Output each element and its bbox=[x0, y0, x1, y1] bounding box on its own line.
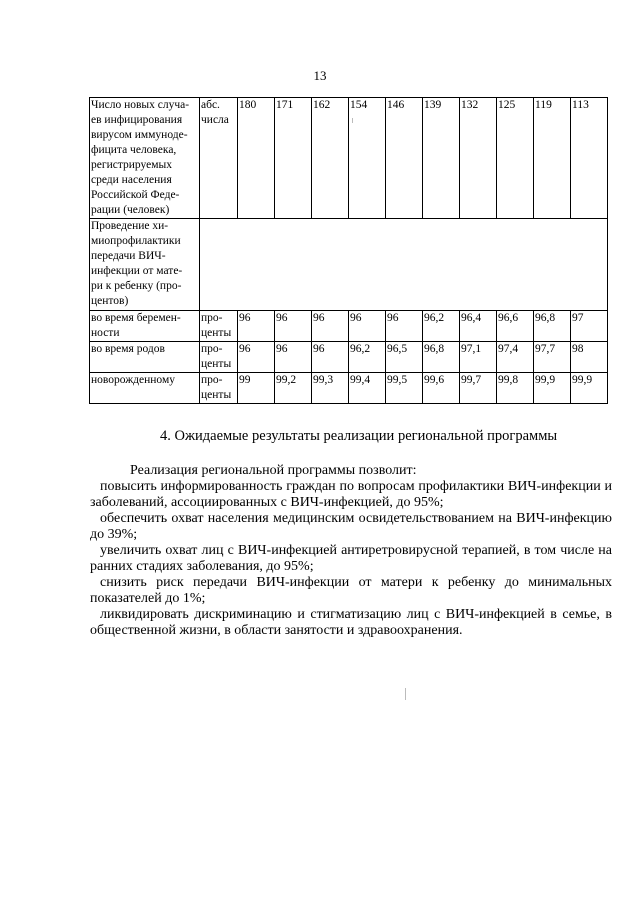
table-cell: 154 bbox=[349, 98, 386, 219]
table-row bbox=[90, 342, 608, 373]
table-row bbox=[90, 219, 608, 311]
table-cell: 99,5 bbox=[386, 373, 423, 404]
table-cell: 99,8 bbox=[497, 373, 534, 404]
table-cell: 180 bbox=[238, 98, 275, 219]
table-cell: 99,9 bbox=[571, 373, 608, 404]
table-cell: 96 bbox=[275, 311, 312, 342]
table-cell: 96,2 bbox=[349, 342, 386, 373]
table-cell: 96 bbox=[386, 311, 423, 342]
page-number: 13 bbox=[313, 68, 327, 83]
table-cell: 97,1 bbox=[460, 342, 497, 373]
table-cell: 132 bbox=[460, 98, 497, 219]
row-label: во время родов bbox=[90, 342, 200, 373]
table-cell: 96,8 bbox=[534, 311, 571, 342]
table-cell: 96,8 bbox=[423, 342, 460, 373]
list-item: увеличить охват лиц с ВИЧ-инфекцией антиретровирусной терапией, в том числе на ранних стадиях заболевания, до 95%; bbox=[90, 543, 612, 574]
row-label: новорожденному bbox=[90, 373, 200, 404]
section-intro: Реализация региональной программы позволит: bbox=[130, 463, 417, 478]
table-cell: 99,9 bbox=[534, 373, 571, 404]
row-unit: про- центы bbox=[200, 342, 238, 373]
table-cell: 97 bbox=[571, 311, 608, 342]
table-cell: 99,2 bbox=[275, 373, 312, 404]
indicators-table bbox=[89, 97, 608, 404]
table-cell: 96 bbox=[349, 311, 386, 342]
table-cell: 99,7 bbox=[460, 373, 497, 404]
table-cell: 96 bbox=[312, 311, 349, 342]
table-cell: 96,6 bbox=[497, 311, 534, 342]
list-item: ликвидировать дискриминацию и стигматизацию лиц с ВИЧ-инфекцией в семье, в общественной жизни, в области занятости и здравоохранения. bbox=[90, 607, 612, 638]
scan-mark bbox=[405, 688, 406, 700]
table-cell: 99,3 bbox=[312, 373, 349, 404]
table-cell: 146 bbox=[386, 98, 423, 219]
table-cell: 119 bbox=[534, 98, 571, 219]
table-cell: 171 bbox=[275, 98, 312, 219]
row-unit: про- центы bbox=[200, 311, 238, 342]
table-cell: 96 bbox=[275, 342, 312, 373]
table-row bbox=[90, 311, 608, 342]
table-cell: 113 bbox=[571, 98, 608, 219]
table-cell: 96,4 bbox=[460, 311, 497, 342]
table-cell: 96 bbox=[312, 342, 349, 373]
table-cell: 96,2 bbox=[423, 311, 460, 342]
list-item: повысить информированность граждан по вопросам профилактики ВИЧ-инфекции и заболеваний, ассоциированных с ВИЧ-инфекцией, до 95%; bbox=[90, 479, 612, 510]
list-item: снизить риск передачи ВИЧ-инфекции от матери к ребенку до минимальных показателей до 1%; bbox=[90, 575, 612, 606]
list-item: обеспечить охват населения медицинским освидетельствованием на ВИЧ-инфекцию до 39%; bbox=[90, 511, 612, 542]
table-cell: 97,4 bbox=[497, 342, 534, 373]
row-label: Проведение хи- миопрофилактики передачи ВИЧ- инфекции от мате- ри к ребенку (про- центов) bbox=[90, 219, 200, 311]
table-cell: 99,4 bbox=[349, 373, 386, 404]
table-cell-empty bbox=[200, 219, 608, 311]
table-row bbox=[90, 98, 608, 219]
table-cell: 97,7 bbox=[534, 342, 571, 373]
table-cell: 99 bbox=[238, 373, 275, 404]
table-cell: 96 bbox=[238, 311, 275, 342]
row-label: во время беремен- ности bbox=[90, 311, 200, 342]
table-cell: 98 bbox=[571, 342, 608, 373]
row-label: Число новых случа- ев инфицирования вирусом иммуноде- фицита человека, регистрируемых среди населения Российской Феде- рации (человек) bbox=[90, 98, 200, 219]
row-unit: абс. числа bbox=[200, 98, 238, 219]
section-body bbox=[90, 463, 612, 639]
section-heading: 4. Ожидаемые результаты реализации региональной программы bbox=[160, 428, 558, 444]
table-cell: 96 bbox=[238, 342, 275, 373]
table-cell: 139 bbox=[423, 98, 460, 219]
table-cell: 96,5 bbox=[386, 342, 423, 373]
row-unit: про- центы bbox=[200, 373, 238, 404]
table-row bbox=[90, 373, 608, 404]
table-cell: 125 bbox=[497, 98, 534, 219]
table-cell: 99,6 bbox=[423, 373, 460, 404]
scan-mark bbox=[352, 118, 353, 123]
table-cell: 162 bbox=[312, 98, 349, 219]
